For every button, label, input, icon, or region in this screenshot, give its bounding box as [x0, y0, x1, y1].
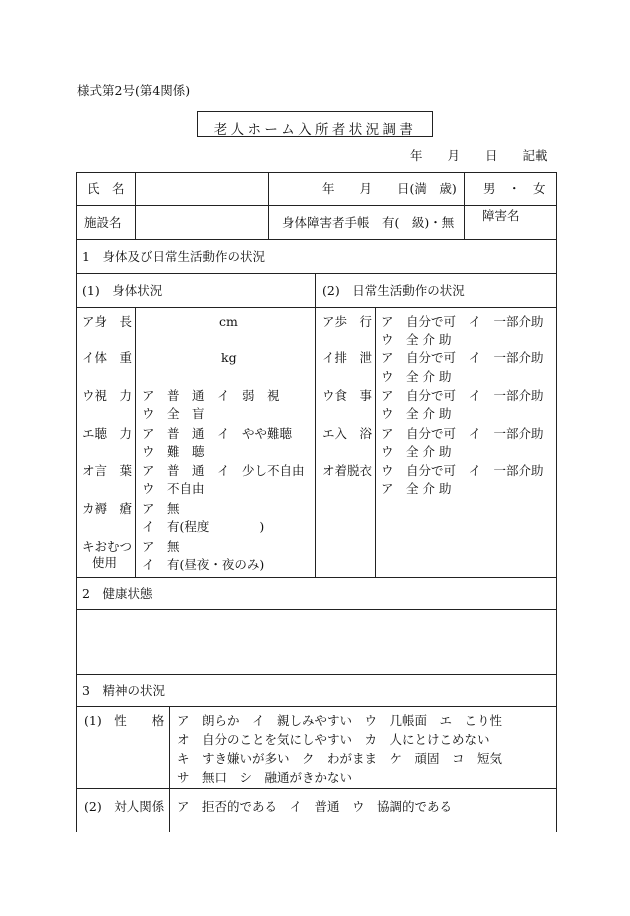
vision-option[interactable]: ア 普 通 イ 弱 視 — [142, 388, 280, 403]
walking-option[interactable]: ウ 全 介 助 — [381, 332, 452, 347]
vision-option[interactable]: ウ 全 盲 — [142, 406, 205, 421]
sex-selector[interactable]: 男 ・ 女 — [483, 181, 546, 196]
rule — [375, 307, 376, 577]
vision-label: ウ視 力 — [82, 388, 133, 403]
rule — [135, 307, 136, 577]
bedsore-option[interactable]: ア 無 — [142, 501, 180, 516]
name-label: 氏 名 — [87, 181, 125, 196]
personality-option-line[interactable]: サ 無口 シ 融通がきかない — [177, 770, 353, 785]
record-date-field[interactable]: 年 月 日 記載 — [410, 148, 548, 163]
speech-option[interactable]: ア 普 通 イ 少し不自由 — [142, 463, 305, 478]
hearing-label: エ聴 力 — [82, 426, 133, 441]
excretion-option[interactable]: ア 自分で可 イ 一部介助 — [381, 350, 544, 365]
relations-label: (2) 対人関係 — [84, 799, 165, 814]
walking-label: ア歩 行 — [322, 314, 373, 329]
excretion-label: イ排 泄 — [322, 350, 373, 365]
rule — [76, 307, 557, 308]
document-title: 老人ホーム入所者状況調書 — [213, 122, 417, 138]
personality-label: (1) 性 格 — [84, 713, 165, 728]
rule-left — [76, 172, 77, 832]
dressing-option[interactable]: ア 全 介 助 — [381, 481, 452, 496]
hearing-option[interactable]: ア 普 通 イ やや難聴 — [142, 426, 293, 441]
rule — [76, 706, 557, 707]
speech-label: オ言 葉 — [82, 463, 133, 478]
disability-handbook-field[interactable]: 身体障害者手帳 有( 級)・無 — [282, 215, 455, 230]
disability-name-label: 障害名 — [482, 208, 520, 223]
title-box — [197, 111, 433, 137]
bathing-label: エ入 浴 — [322, 426, 373, 441]
bedsore-option[interactable]: イ 有(程度 ) — [142, 519, 265, 534]
rule — [464, 172, 465, 239]
meal-option[interactable]: ウ 全 介 助 — [381, 406, 452, 421]
diaper-option[interactable]: イ 有(昼夜・夜のみ) — [142, 557, 265, 572]
bathing-option[interactable]: ア 自分で可 イ 一部介助 — [381, 426, 544, 441]
walking-option[interactable]: ア 自分で可 イ 一部介助 — [381, 314, 544, 329]
diaper-label: キおむつ — [82, 539, 133, 554]
rule — [76, 273, 557, 274]
weight-label: イ体 重 — [82, 350, 133, 365]
rule-right — [556, 172, 557, 832]
section2-heading: 2 健康状態 — [82, 586, 153, 601]
section1-heading: 1 身体及び日常生活動作の状況 — [82, 249, 265, 264]
weight-unit[interactable]: kg — [221, 350, 237, 365]
rule — [76, 788, 557, 789]
dressing-label: オ着脱衣 — [322, 463, 373, 478]
height-unit[interactable]: cm — [219, 314, 238, 329]
speech-option[interactable]: ウ 不自由 — [142, 481, 205, 496]
facility-field[interactable] — [136, 206, 267, 238]
facility-label: 施設名 — [84, 215, 122, 230]
bedsore-label: カ褥 瘡 — [82, 501, 133, 516]
rule — [76, 239, 557, 240]
birthdate-field[interactable]: 年 月 日(満 歳) — [322, 181, 457, 196]
hearing-option[interactable]: ウ 難 聴 — [142, 444, 205, 459]
personality-option-line[interactable]: オ 自分のことを気にしやすい カ 人にとけこめない — [177, 732, 490, 747]
health-status-field[interactable] — [77, 610, 555, 673]
rule — [76, 674, 557, 675]
section3-heading: 3 精神の状況 — [82, 683, 165, 698]
daily-activities-heading: (2) 日常生活動作の状況 — [322, 283, 465, 298]
diaper-label-2: 使用 — [92, 555, 118, 570]
personality-option-line[interactable]: キ すき嫌いが多い ク わがまま ケ 頑固 コ 短気 — [177, 751, 503, 766]
body-status-heading: (1) 身体状況 — [82, 283, 163, 298]
form-number: 様式第2号(第4関係) — [77, 83, 191, 98]
diaper-option[interactable]: ア 無 — [142, 539, 180, 554]
rule — [315, 273, 316, 577]
personality-option-line[interactable]: ア 朗らか イ 親しみやすい ウ 几帳面 エ こり性 — [177, 713, 503, 728]
dressing-option[interactable]: ウ 自分で可 イ 一部介助 — [381, 463, 544, 478]
relations-options[interactable]: ア 拒否的である イ 普通 ウ 協調的である — [177, 799, 453, 814]
rule — [169, 706, 170, 832]
rule — [76, 577, 557, 578]
name-field[interactable] — [136, 173, 267, 204]
rule — [268, 172, 269, 239]
excretion-option[interactable]: ウ 全 介 助 — [381, 369, 452, 384]
bathing-option[interactable]: ウ 全 介 助 — [381, 444, 452, 459]
meal-option[interactable]: ア 自分で可 イ 一部介助 — [381, 388, 544, 403]
height-label: ア身 長 — [82, 314, 133, 329]
meal-label: ウ食 事 — [322, 388, 373, 403]
